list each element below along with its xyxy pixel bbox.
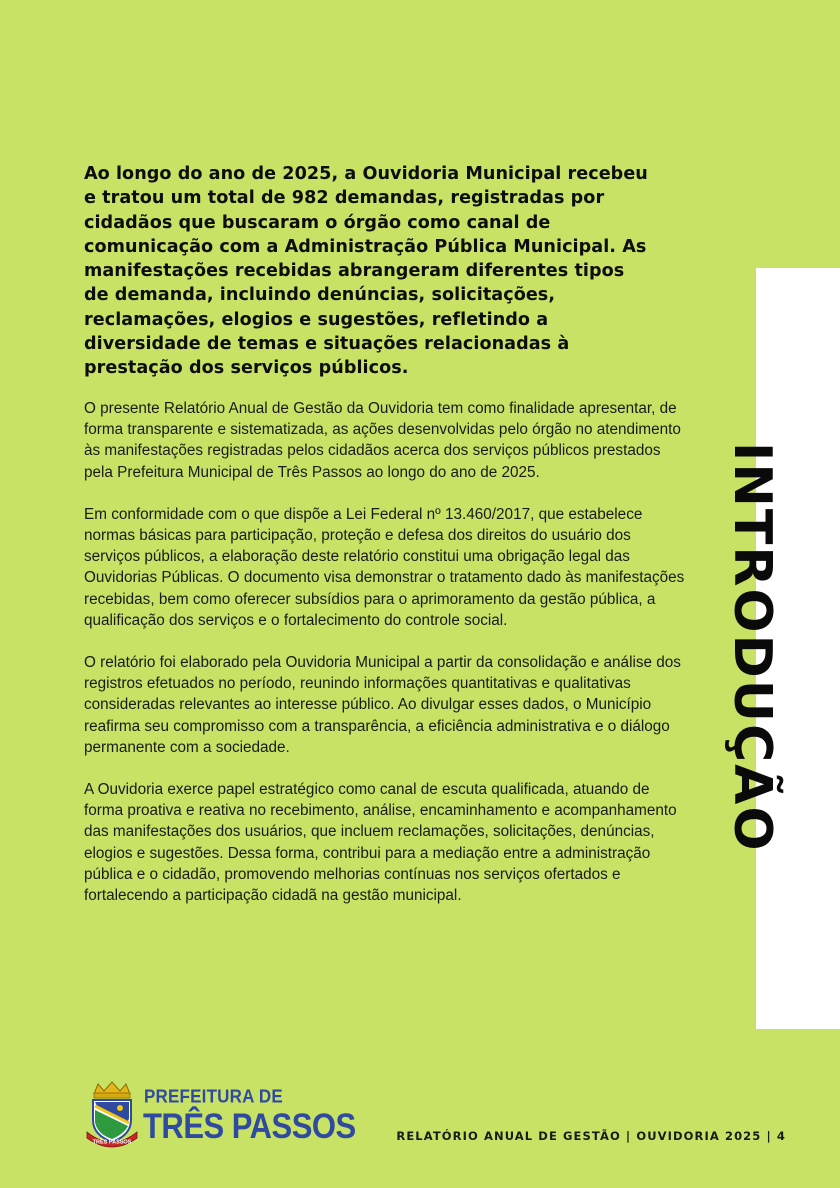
logo-line-city: TRÊS PASSOS [143,1106,356,1147]
body-paragraph-3: O relatório foi elaborado pela Ouvidoria Municipal a partir da consolidação e análise dos registros efetuados no período, reunindo informações quantitativas e qualitativas consideradas relevantes ao interesse público. Ao divulgar esses dados, o Município reafirma seu compromisso com a transparência, a eficiência administrativa e o diálogo permanente com a sociedade. [84,654,681,756]
intro-body [84,398,690,927]
section-title-vertical: INTRODUÇÃO [722,441,782,853]
crest-ribbon-text: TRÊS PASSOS [92,1139,132,1146]
prefeitura-logo [84,1080,356,1152]
intro-lead-paragraph: Ao longo do ano de 2025, a Ouvidoria Municipal recebeu e tratou um total de 982 demandas, registradas por cidadãos que buscaram o órgão como canal de comunicação com a Administração Pública Municipal. As manifestações recebidas abrangeram diferentes tipos de demanda, incluindo denúncias, solicitações, reclamações, elogios e sugestões, refletindo a diversidade de temas e situações relacionadas à prestação dos serviços públicos. [84,164,648,379]
body-paragraph-1: O presente Relatório Anual de Gestão da Ouvidoria tem como finalidade apresentar, de forma transparente e sistematizada, as ações desenvolvidas pelo órgão no atendimento às manifestações registradas pelos cidadãos acerca dos serviços públicos prestados pela Prefeitura Municipal de Três Passos ao longo do ano de 2025. [84,400,681,481]
municipal-crest-icon [84,1080,140,1150]
body-paragraph-4: A Ouvidoria exerce papel estratégico como canal de escuta qualificada, atuando de forma proativa e reativa no recebimento, análise, encaminhamento e acompanhamento das manifestações dos usuários, que incluem reclamações, solicitações, denúncias, elogios e sugestões. Dessa forma, contribui para a mediação entre a administração pública e o cidadão, promovendo melhorias contínuas nos serviços ofertados e fortalecendo a participação cidadã na gestão municipal. [84,781,677,905]
body-paragraph-2: Em conformidade com o que dispõe a Lei Federal nº 13.460/2017, que estabelece normas básicas para participação, proteção e defesa dos direitos do usuário dos serviços públicos, a elaboração deste relatório constitui uma obrigação legal das Ouvidorias Públicas. O documento visa demonstrar o tratamento dado às manifestações recebidas, bem como oferecer subsídios para o aprimoramento da gestão pública, a qualificação dos serviços e o fortalecimento do controle social. [84,505,685,629]
logo-line-prefeitura: PREFEITURA DE [144,1086,283,1107]
page-footer: RELATÓRIO ANUAL DE GESTÃO | OUVIDORIA 2025 | 4 [396,1129,786,1143]
